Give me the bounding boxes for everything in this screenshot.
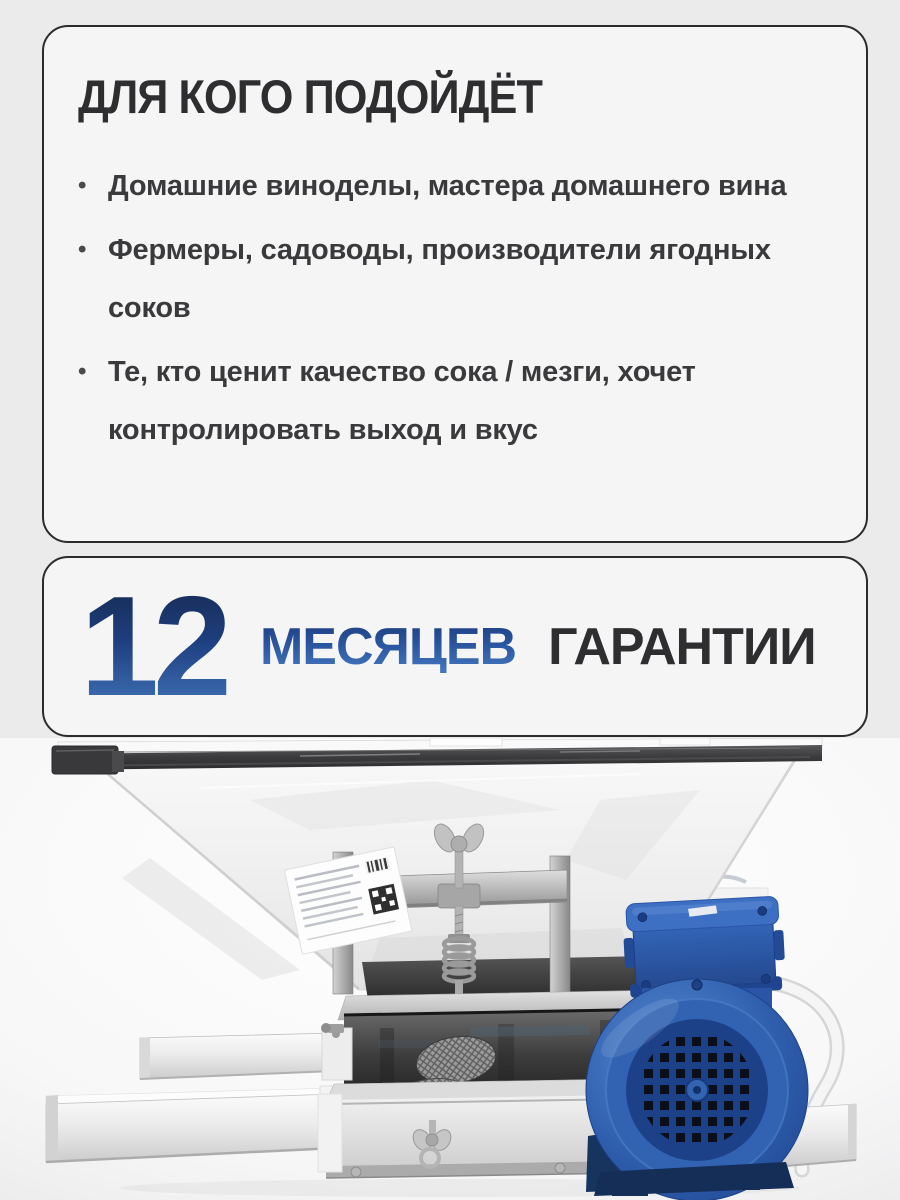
threaded-rod [455,850,463,888]
list-item [78,343,830,459]
frame-foot-left-front [46,1088,336,1162]
corner-post [318,1094,342,1172]
product-photo [0,738,900,1200]
warranty-months-label: МЕСЯЦЕВ [260,621,548,673]
who-card-title: ДЛЯ КОГО ПОДОЙДЁТ [78,70,543,123]
frame-foot-left-back [140,1033,334,1079]
bullet-dot: • [78,357,87,385]
list-item [78,221,830,337]
bullet-text: Домашние виноделы, мастера домашнего вина [108,169,787,202]
warranty-number: 12 [80,576,260,718]
list-item [78,157,830,215]
who-card [42,25,868,543]
warranty-card [42,556,868,737]
bullet-dot: • [78,235,87,263]
rod-tip [455,980,463,994]
machine-illustration [0,738,900,1200]
who-card-list [78,157,830,459]
bullet-text: Те, кто ценит качество сока / мезги, хочет контролировать выход и вкус [108,355,696,446]
warranty-guarantee-label: ГАРАНТИИ [548,617,816,676]
bullet-text: Фермеры, садоводы, производители ягодных соков [108,233,771,324]
bullet-dot: • [78,171,87,199]
qr-code [368,884,399,915]
